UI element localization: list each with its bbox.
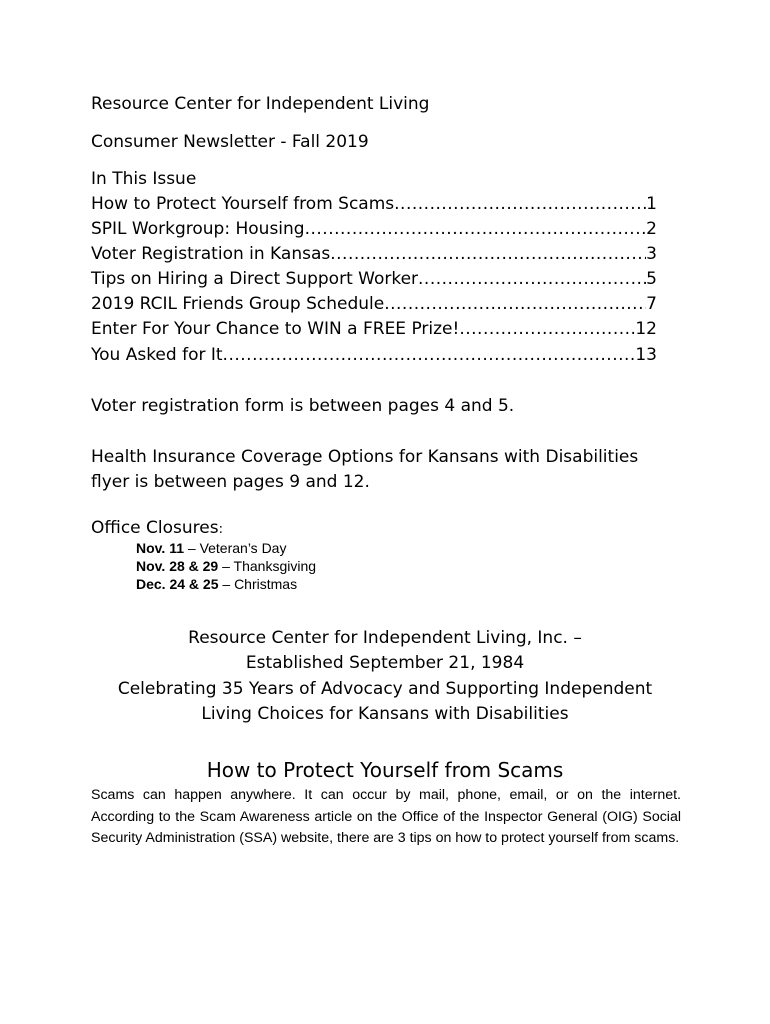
toc-leader (384, 293, 646, 315)
toc-leader (418, 268, 646, 290)
voter-form-note: Voter registration form is between pages 4 and 5. (91, 396, 515, 416)
closure-event: – Veteran’s Day (184, 540, 287, 556)
closure-event: – Thanksgiving (218, 558, 317, 574)
toc-item-title: SPIL Workgroup: Housing (91, 219, 305, 239)
toc-item-title: How to Protect Yourself from Scams (91, 194, 395, 214)
closures-heading (91, 517, 223, 541)
toc-item (91, 318, 657, 340)
closure-item (136, 539, 286, 557)
closures-heading-text: Office Closures (91, 518, 219, 538)
toc-item (91, 293, 657, 315)
toc-item (91, 268, 657, 290)
banner-line2: Established September 21, 1984 (245, 653, 525, 673)
health-note-line2: flyer is between pages 9 and 12. (91, 472, 370, 492)
closures-heading-colon: : (218, 522, 223, 537)
closure-item (136, 575, 297, 593)
banner-line1: Resource Center for Independent Living, Inc. – (188, 628, 582, 648)
toc-item-page: 2 (646, 219, 657, 239)
toc-leader (305, 218, 647, 240)
closure-date: Dec. 24 & 25 (136, 576, 219, 592)
article-title: How to Protect Yourself from Scams (206, 758, 564, 782)
toc-item-title: Tips on Hiring a Direct Support Worker (91, 269, 419, 289)
toc-item (91, 218, 657, 240)
banner-line4: Living Choices for Kansans with Disabilities (201, 704, 569, 724)
toc-leader (330, 243, 646, 265)
toc-item-page: 5 (646, 269, 657, 289)
toc-item (91, 344, 657, 366)
newsletter-title: Consumer Newsletter - Fall 2019 (91, 132, 369, 152)
closure-item (136, 557, 316, 575)
toc-item (91, 243, 657, 265)
toc-item-page: 12 (635, 319, 657, 339)
toc-heading: In This Issue (91, 169, 197, 189)
toc-item-title: Voter Registration in Kansas (91, 244, 331, 264)
toc-item-page: 13 (635, 345, 657, 365)
toc-item-page: 3 (646, 244, 657, 264)
toc-leader (394, 193, 646, 215)
toc-item-title: 2019 RCIL Friends Group Schedule (91, 294, 385, 314)
toc-leader (223, 344, 636, 366)
banner-line3: Celebrating 35 Years of Advocacy and Supporting Independent (117, 679, 653, 699)
article-body: Scams can happen anywhere. It can occur by mail, phone, email, or on the internet. According to the Scam Awareness article on the Office of the Inspector General (OIG) Social Security Administration (SSA) website, there are 3 tips on how to protect yourself from scams. (91, 787, 681, 846)
toc-leader (459, 318, 635, 340)
health-note-line1: Health Insurance Coverage Options for Kansans with Disabilities (91, 447, 639, 467)
toc-item-page: 1 (646, 194, 657, 214)
toc-item-title: Enter For Your Chance to WIN a FREE Prize! (91, 319, 460, 339)
closure-date: Nov. 28 & 29 (136, 558, 219, 574)
org-name: Resource Center for Independent Living (91, 94, 430, 114)
closure-event: – Christmas (218, 576, 298, 592)
toc-item-page: 7 (646, 294, 657, 314)
toc-item (91, 193, 657, 215)
toc-item-title: You Asked for It (91, 345, 223, 365)
closure-date: Nov. 11 (136, 540, 184, 556)
